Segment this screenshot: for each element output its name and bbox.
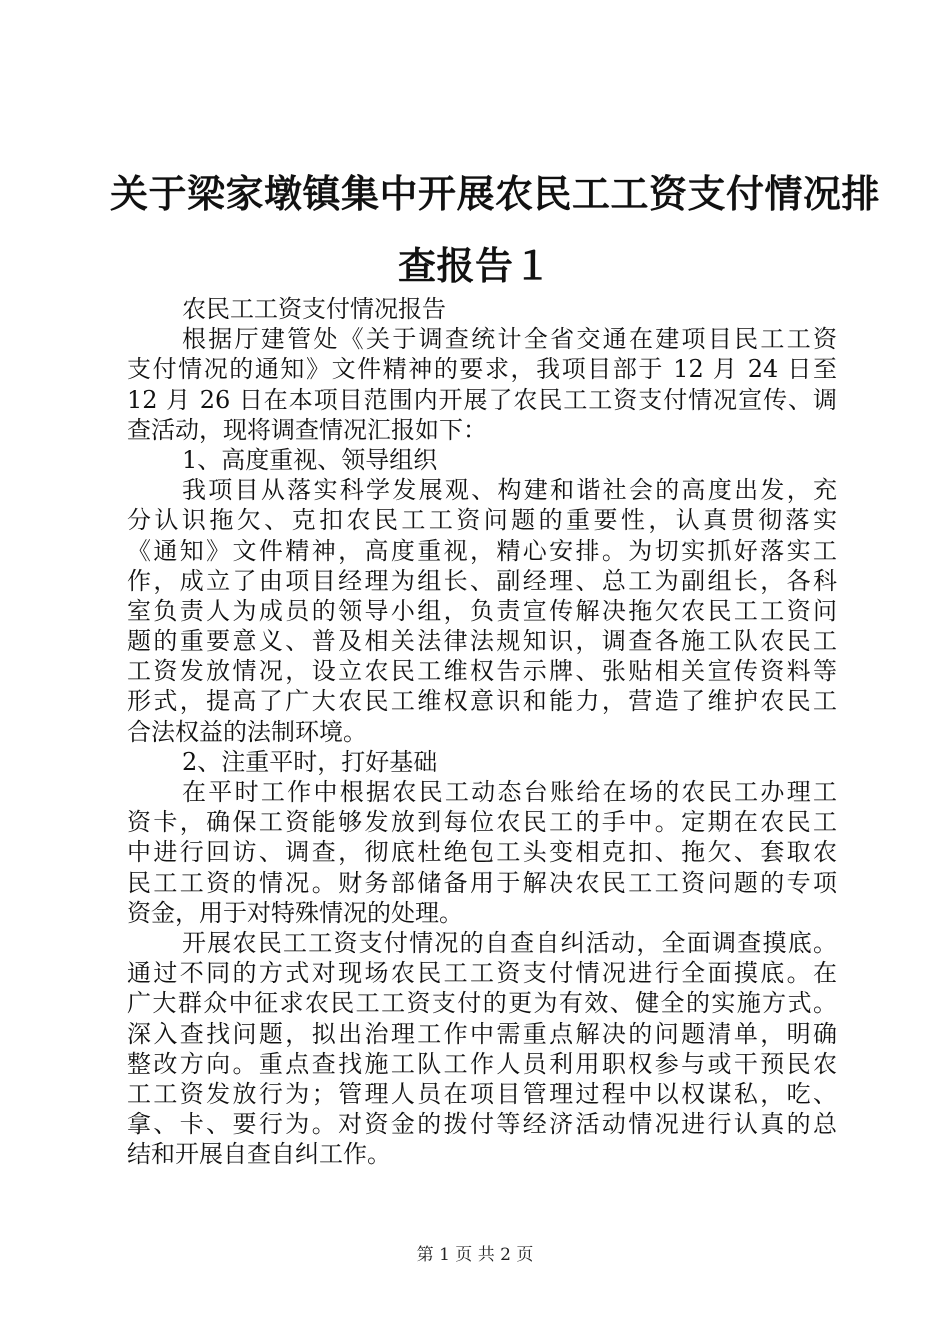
paragraph-line: 题的重要意义、普及相关法律法规知识，调查各施工队农民工 [127, 627, 837, 656]
page-footer: 第 1 页 共 2 页 [416, 1245, 534, 1265]
paragraph-line: 整改方向。重点查找施工队工作人员利用职权参与或干预民农 [127, 1049, 837, 1078]
paragraph-line: 室负责人为成员的领导小组，负责宣传解决拖欠农民工工资问 [127, 596, 837, 625]
paragraph-line: 作，成立了由项目经理为组长、副经理、总工为副组长，各科 [127, 566, 837, 595]
paragraph-line: 资卡，确保工资能够发放到每位农民工的手中。定期在农民工 [127, 808, 837, 837]
paragraph [127, 928, 837, 1170]
paragraph [127, 294, 837, 324]
paragraph-line: 1、高度重视、领导组织 [182, 445, 438, 474]
paragraph [127, 475, 837, 747]
paragraph [127, 324, 837, 445]
paragraph-line: 《通知》文件精神，高度重视，精心安排。为切实抓好落实工 [127, 536, 837, 565]
paragraph-line: 通过不同的方式对现场农民工工资支付情况进行全面摸底。在 [127, 959, 837, 988]
paragraph-line: 开展农民工工资支付情况的自查自纠活动，全面调查摸底。 [182, 928, 837, 957]
paragraph-line: 根据厅建管处《关于调查统计全省交通在建项目民工工资 [182, 325, 837, 354]
paragraph-line: 12 月 26 日在本项目范围内开展了农民工工资支付情况宣传、调 [127, 385, 837, 414]
paragraph-line: 结和开展自查自纠工作。 [127, 1140, 391, 1169]
paragraph-line: 广大群众中征求农民工工资支付的更为有效、健全的实施方式。 [127, 989, 837, 1018]
paragraph-line: 拿、卡、要行为。对资金的拨付等经济活动情况进行认真的总 [127, 1110, 837, 1139]
document-title [110, 158, 881, 302]
paragraph-line: 形式，提高了广大农民工维权意识和能力，营造了维护农民工 [127, 687, 837, 716]
paragraph-line: 深入查找问题，拟出治理工作中需重点解决的问题清单，明确 [127, 1019, 837, 1048]
paragraph-line: 查活动，现将调查情况汇报如下： [127, 415, 487, 444]
paragraph-line: 民工工资的情况。财务部储备用于解决农民工工资问题的专项 [127, 868, 837, 897]
paragraph-line: 支付情况的通知》文件精神的要求，我项目部于 12 月 24 日至 [127, 355, 837, 384]
paragraph [127, 747, 837, 777]
paragraph-line: 工资发放情况，设立农民工维权告示牌、张贴相关宣传资料等 [127, 657, 837, 686]
paragraph-line: 2、注重平时，打好基础 [182, 747, 438, 776]
paragraph-line: 合法权益的法制环境。 [127, 717, 367, 746]
paragraph-line: 中进行回访、调查，彻底杜绝包工头变相克扣、拖欠、套取农 [127, 838, 837, 867]
paragraph [127, 777, 837, 928]
title-line: 关于梁家墩镇集中开展农民工工资支付情况排 [110, 172, 881, 216]
title-line: 查报告１ [397, 244, 552, 288]
paragraph-line: 资金，用于对特殊情况的处理。 [127, 898, 463, 927]
paragraph-line: 分认识拖欠、克扣农民工工资问题的重要性，认真贯彻落实 [127, 506, 837, 535]
paragraph-line: 在平时工作中根据农民工动态台账给在场的农民工办理工 [182, 778, 837, 806]
paragraph-line: 我项目从落实科学发展观、构建和谐社会的高度出发，充 [182, 476, 837, 505]
document-body [127, 294, 837, 1169]
paragraph-line: 工工资发放行为；管理人员在项目管理过程中以权谋私，吃、 [127, 1079, 837, 1108]
paragraph-line: 农民工工资支付情况报告 [182, 295, 446, 323]
paragraph [127, 445, 837, 475]
